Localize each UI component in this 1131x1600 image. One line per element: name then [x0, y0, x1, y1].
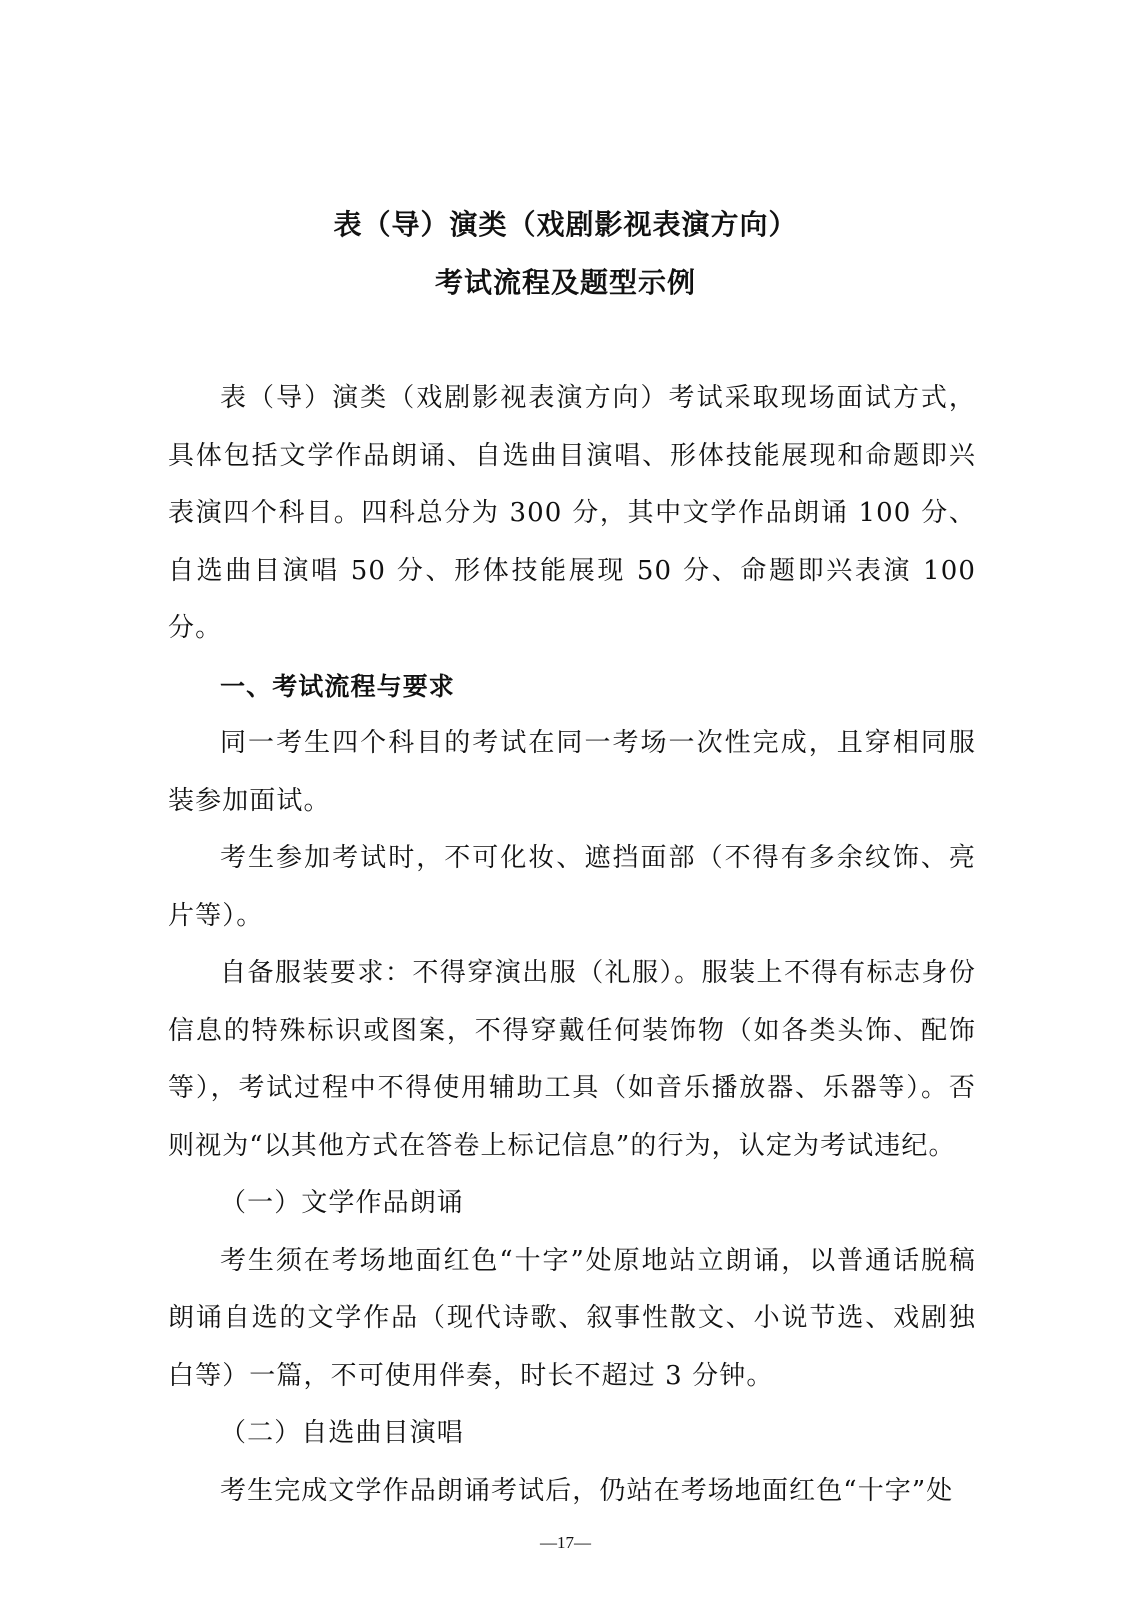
subheading-literary-recitation: （一）文学作品朗诵 [220, 1188, 464, 1218]
paragraph-no-makeup: 考生参加考试时，不可化妆、遮挡面部（不得有多余纹饰、亮片等）。 [168, 843, 976, 931]
document-body [168, 370, 976, 1520]
paragraph-clothing-requirements: 自备服装要求：不得穿演出服（礼服）。服装上不得有标志身份信息的特殊标识或图案，不得穿戴任何装饰物（如各类头饰、配饰等），考试过程中不得使用辅助工具（如音乐播放器、乐器等）。否则视为“以其他方式在答卷上标记信息”的行为，认定为考试违纪。 [168, 958, 976, 1161]
subheading-self-selected-singing: （二）自选曲目演唱 [220, 1418, 464, 1448]
intro-paragraph: 表（导）演类（戏剧影视表演方向）考试采取现场面试方式，具体包括文学作品朗诵、自选曲目演唱、形体技能展现和命题即兴表演四个科目。四科总分为 300 分，其中文学作品朗诵 100 分、自选曲目演唱 50 分、形体技能展现 50 分、命题即兴表演 100 分。 [168, 383, 976, 643]
paragraph-self-selected-singing: 考生完成文学作品朗诵考试后，仍站在考场地面红色“十字”处 [220, 1475, 954, 1506]
paragraph-literary-recitation: 考生须在考场地面红色“十字”处原地站立朗诵，以普通话脱稿朗诵自选的文学作品（现代诗歌、叙事性散文、小说节选、戏剧独白等）一篇，不可使用伴奏，时长不超过 3 分钟。 [168, 1245, 976, 1391]
page-number: —17— [540, 1533, 591, 1552]
section-heading-exam-process: 一、考试流程与要求 [220, 671, 455, 701]
document-title-line-1: 表（导）演类（戏剧影视表演方向） [333, 208, 798, 241]
document-title-line-2: 考试流程及题型示例 [434, 266, 696, 299]
paragraph-same-session: 同一考生四个科目的考试在同一考场一次性完成，且穿相同服装参加面试。 [168, 728, 976, 816]
